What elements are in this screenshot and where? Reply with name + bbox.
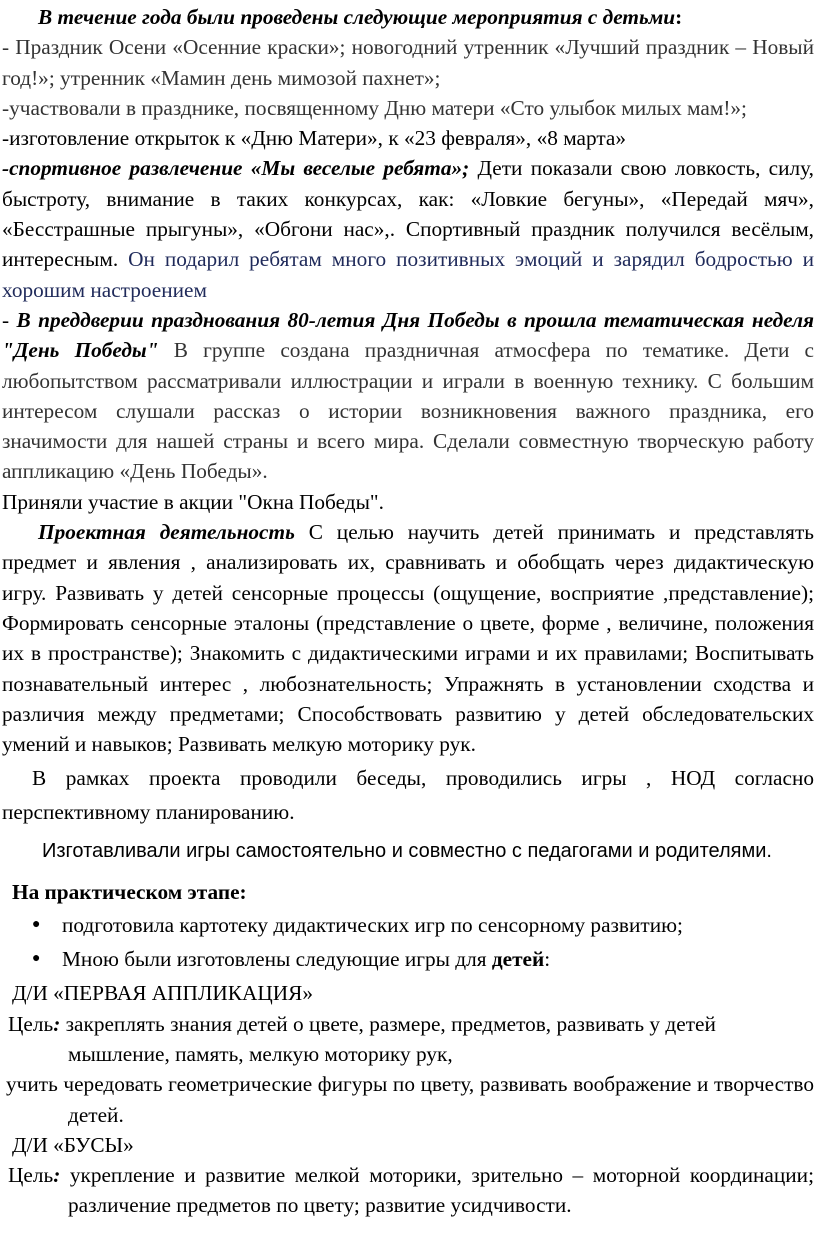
victory-action: Приняли участие в акции "Окна Победы". xyxy=(2,489,384,514)
victory-title: В преддверии празднования 80-летия Дня Победы в прошла тематическая неделя "День Победы" xyxy=(2,307,815,363)
game-goal: Цель: закреплять знания детей о цвете, размере, предметов, развивать у детей мышление, память, мелкую моторику рук, xyxy=(8,1011,716,1066)
event-postcards: -изготовление открыток к «Дню Матери», к «23 февраля», «8 марта» xyxy=(2,126,627,151)
game-title: Д/И «БУСЫ» xyxy=(12,1132,134,1157)
list-item: ● Мною были изготовлены следующие игры для детей: xyxy=(2,944,814,974)
event-autumn-newyear: - Праздник Осени «Осенние краски»; новогодний утренник «Лучший праздник – Новый год!»; утренник «Мамин день мимозой пахнет»; xyxy=(2,35,814,90)
sport-title: -спортивное развлечение «Мы веселые ребята»; xyxy=(2,156,470,181)
project-made: Изготавливали игры самостоятельно и совместно с педагогами и родителями. xyxy=(42,840,772,863)
bullet-icon: ● xyxy=(32,916,41,932)
victory-text: В группе создана праздничная атмосфера по тематике. Дети с любопытством рассматривали иллюстрации и играли в военную технику. С большим интересом слушали рассказ о истории возникновения важного праздника, его значимости для нашей страны и всего мира. Сделали совместную творческую работу аппликацию «День Победы». xyxy=(2,338,814,484)
project-framework: В рамках проекта проводили беседы, проводились игры , НОД согласно перспективному планированию. xyxy=(2,766,814,825)
project-title: Проектная деятельность xyxy=(38,520,295,545)
game-goal-extra: учить чередовать геометрические фигуры по цвету, развивать воображение и творчество детей. xyxy=(6,1072,814,1127)
sport-tail: Он подарил ребятам много позитивных эмоций и зарядил бодростью и хорошим настроением xyxy=(2,247,814,302)
bullet-icon: ● xyxy=(32,951,41,967)
game-title: Д/И «ПЕРВАЯ АППЛИКАЦИЯ» xyxy=(12,981,313,1006)
list-item: ● подготовила картотеку дидактических игр по сенсорному развитию; xyxy=(2,910,814,940)
practical-title: На практическом этапе: xyxy=(12,880,247,905)
intro-heading: В течение года были проведены следующие мероприятия с детьми: xyxy=(38,5,683,29)
event-mothers-day: -участвовали в празднике, посвященному Дню матери «Сто улыбок милых мам!»; xyxy=(2,95,747,120)
event-victory: - В преддверии празднования 80-летия Дня Победы в прошла тематическая неделя "День Победы" В группе создана праздничная атмосфера по тематике. Дети с любопытством рассматривали иллюстрации и играли в военную технику. С большим интересом слушали рассказ о истории возникновения важного праздника, его значимости для нашей страны и всего мира. Сделали совместную творческую работу аппликацию «День Победы». xyxy=(2,307,815,484)
practical-list xyxy=(2,910,814,975)
sport-text: Дети показали свою ловкость, силу, быстроту, внимание в таких конкурсах, как: «Ловкие бегуны», «Передай мяч», «Бесстрашные прыгуны», «Обгони нас»,. Спортивный праздник получился весёлым, интересным. xyxy=(2,156,814,272)
project-paragraph xyxy=(2,517,814,759)
game-goal: Цель: укрепление и развитие мелкой моторики, зрительно – моторной координации; различение предметов по цвету; развитие усидчивости. xyxy=(8,1163,814,1218)
event-sport xyxy=(2,153,814,304)
project-text: С целью научить детей принимать и представлять предмет и явления , анализировать их, сравнивать и обобщать через дидактическую игру. Развивать у детей сенсорные процессы (ощущение, восприятие ,представление); Формировать сенсорные эталоны (представление о цвете, форме , величине, положения их в пространстве); Знакомить с дидактическими играми и их правилами; Воспитывать познавательный интерес , любознательность; Упражнять в установлении сходства и различия между предметами; Способствовать развитию у детей обследовательских умений и навыков; Развивать мелкую моторику рук. xyxy=(2,520,814,757)
